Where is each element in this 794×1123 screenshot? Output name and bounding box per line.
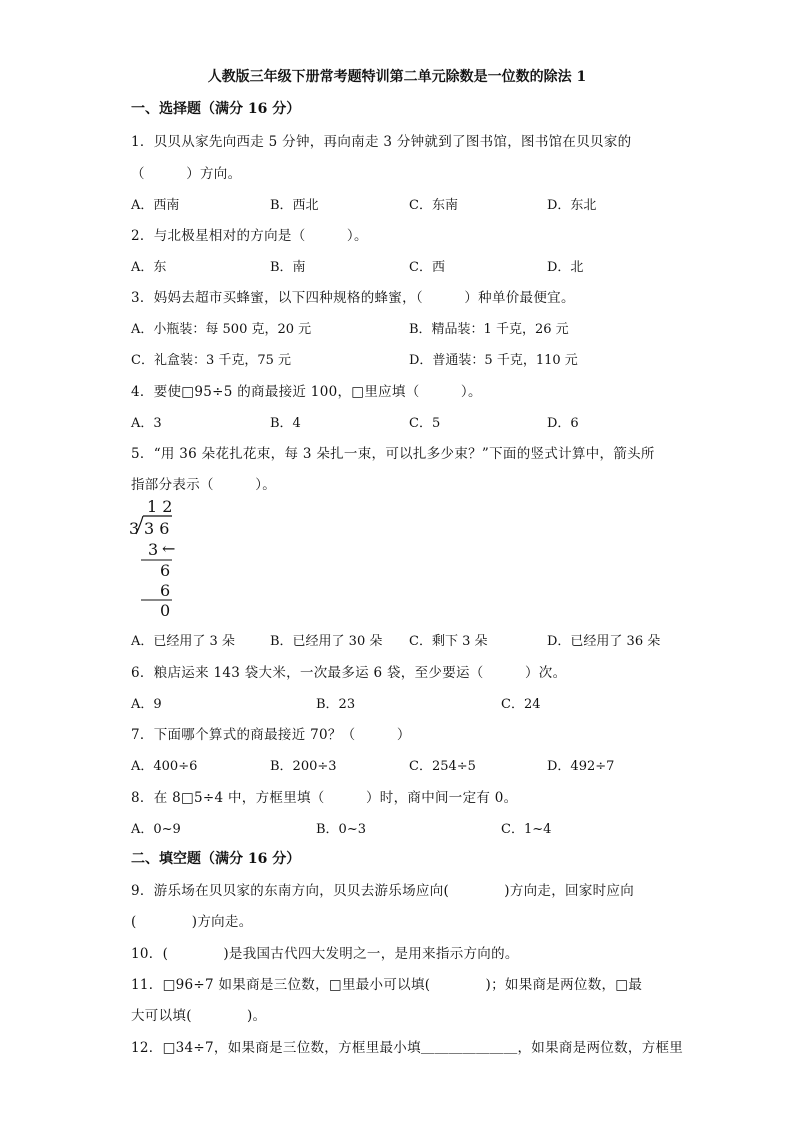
option-a[interactable]: A．已经用了 3 朵 (131, 634, 235, 649)
step-1-text: 3 (148, 540, 159, 559)
option-d[interactable]: D．6 (547, 416, 579, 431)
question-7-options (131, 755, 671, 773)
remainder-text: 0 (160, 601, 171, 620)
long-division-svg (128, 496, 198, 621)
arrow-icon: ← (162, 539, 176, 558)
option-d[interactable]: D．东北 (547, 198, 597, 213)
option-c[interactable]: C．西 (409, 260, 445, 275)
question-7-line-1: 7．下面哪个算式的商最接近 70？（ ） (131, 727, 411, 743)
option-d[interactable]: D．北 (547, 260, 584, 275)
question-11-line-2: 大可以填( )。 (131, 1008, 267, 1024)
question-8-line-1: 8．在 8□5÷4 中，方框里填（ ）时，商中间一定有 0。 (131, 790, 518, 806)
option-a[interactable]: A．400÷6 (131, 759, 198, 774)
option-c[interactable]: C．剩下 3 朵 (409, 634, 488, 649)
option-c[interactable]: C．东南 (409, 198, 458, 213)
option-d[interactable]: D．已经用了 36 朵 (547, 634, 661, 649)
option-b[interactable]: B．已经用了 30 朵 (270, 634, 383, 649)
option-c[interactable]: C．254÷5 (409, 759, 476, 774)
question-10-line-1: 10．( )是我国古代四大发明之一，是用来指示方向的。 (131, 946, 519, 962)
question-5-options (131, 630, 671, 648)
question-5-line-1: 5．“用 36 朵花扎花束，每 3 朵扎一束，可以扎多少束？”下面的竖式计算中，箭头所 (131, 446, 655, 462)
page-title: 人教版三年级下册常考题特训第二单元除数是一位数的除法 1 (207, 69, 587, 85)
option-b[interactable]: B．200÷3 (270, 759, 337, 774)
question-9-line-2: ( )方向走。 (131, 914, 253, 930)
option-b[interactable]: B．4 (270, 416, 301, 431)
option-d[interactable]: D．492÷7 (547, 759, 615, 774)
question-4-options (131, 412, 671, 430)
option-a[interactable]: A．东 (131, 260, 167, 275)
option-a[interactable]: A．9 (131, 697, 162, 712)
question-5-line-2: 指部分表示（ ）。 (131, 477, 277, 493)
section-heading-fill: 二、填空题（满分 16 分） (131, 851, 301, 867)
option-b[interactable]: B．西北 (270, 198, 319, 213)
quotient-text: 1 2 (147, 497, 173, 516)
option-c[interactable]: C．1~4 (501, 822, 552, 837)
option-b[interactable]: B．南 (270, 260, 306, 275)
option-a[interactable]: A．0~9 (131, 822, 181, 837)
question-9-line-1: 9．游乐场在贝贝家的东南方向，贝贝去游乐场应向( )方向走，回家时应向 (131, 883, 635, 899)
option-a[interactable]: A．小瓶装：每 500 克，20 元 (131, 322, 312, 337)
dividend-text: 3 6 (144, 519, 170, 538)
section-heading-choice: 一、选择题（满分 16 分） (131, 101, 301, 117)
question-11-line-1: 11．□96÷7 如果商是三位数，□里最小可以填( )；如果商是两位数，□最 (131, 977, 643, 993)
option-c[interactable]: C．礼盒装：3 千克，75 元 (131, 353, 292, 368)
question-1-line-2: （ ）方向。 (131, 166, 242, 182)
option-c[interactable]: C．5 (409, 416, 441, 431)
long-division-figure (128, 496, 198, 621)
question-2-options (131, 256, 671, 274)
question-6-options (131, 693, 671, 711)
question-8-options (131, 818, 671, 836)
option-b[interactable]: B．精品装：1 千克，26 元 (409, 322, 569, 337)
question-4-line-1: 4．要使□95÷5 的商最接近 100，□里应填（ ）。 (131, 384, 482, 400)
option-a[interactable]: A．3 (131, 416, 162, 431)
divisor-text: 3 (129, 519, 140, 538)
question-1-options (131, 194, 671, 212)
question-6-line-1: 6．粮店运来 143 袋大米，一次最多运 6 袋，至少要运（ ）次。 (131, 665, 567, 681)
question-3-options-row-2 (131, 349, 671, 367)
option-a[interactable]: A．西南 (131, 198, 180, 213)
question-12-line-1: 12．□34÷7，如果商是三位数，方框里最小填＿＿＿＿＿＿＿，如果商是两位数，方框里 (131, 1040, 684, 1056)
step-2-text: 6 (160, 561, 171, 580)
option-d[interactable]: D．普通装：5 千克，110 元 (409, 353, 578, 368)
question-3-options-row-1 (131, 318, 671, 336)
step-3-text: 6 (160, 581, 171, 600)
option-b[interactable]: B．0~3 (316, 822, 366, 837)
question-3-line-1: 3．妈妈去超市买蜂蜜，以下四种规格的蜂蜜，（ ）种单价最便宜。 (131, 290, 575, 306)
question-2-line-1: 2．与北极星相对的方向是（ ）。 (131, 228, 368, 244)
option-c[interactable]: C．24 (501, 697, 541, 712)
option-b[interactable]: B．23 (316, 697, 356, 712)
question-1-line-1: 1．贝贝从家先向西走 5 分钟，再向南走 3 分钟就到了图书馆，图书馆在贝贝家的 (131, 134, 632, 150)
